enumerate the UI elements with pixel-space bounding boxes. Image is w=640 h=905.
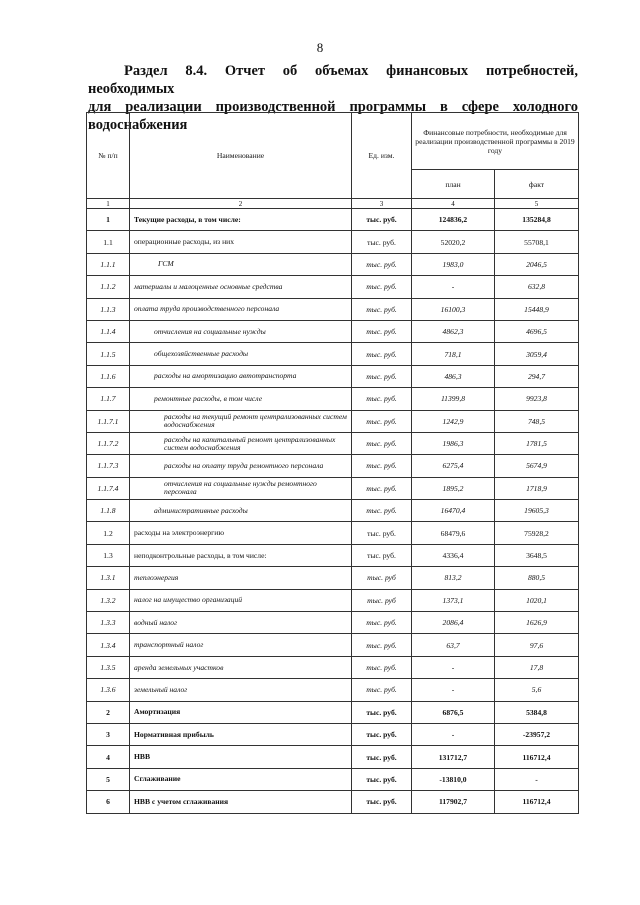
- section-title-line-3: водоснабжения: [88, 117, 188, 133]
- table-row: [87, 477, 579, 499]
- row-number: 1.1.6: [87, 365, 130, 387]
- row-name: НВВ: [130, 746, 352, 768]
- row-name: отчисления на социальные нужды: [130, 320, 352, 342]
- table-row: [87, 432, 579, 454]
- row-number: 1.1.8: [87, 500, 130, 522]
- table-row: [87, 276, 579, 298]
- row-name: общехозяйственные расходы: [130, 343, 352, 365]
- table-row: [87, 791, 579, 813]
- row-unit: тыс. руб.: [352, 544, 412, 566]
- row-number: 1.3.6: [87, 679, 130, 701]
- row-plan: -: [412, 656, 495, 678]
- row-fact: 4696,5: [495, 320, 579, 342]
- row-plan: 718,1: [412, 343, 495, 365]
- row-name: водный налог: [130, 612, 352, 634]
- row-fact: 2046,5: [495, 253, 579, 275]
- row-unit: тыс. руб.: [352, 746, 412, 768]
- row-unit: тыс. руб.: [352, 432, 412, 454]
- row-unit: тыс. руб.: [352, 768, 412, 790]
- row-plan: 63,7: [412, 634, 495, 656]
- row-name: расходы на текущий ремонт централизованных систем водоснабжения: [130, 410, 352, 432]
- row-unit: тыс. руб.: [352, 791, 412, 813]
- row-unit: тыс. руб.: [352, 410, 412, 432]
- row-name: отчисления на социальные нужды ремонтного персонала: [130, 477, 352, 499]
- row-fact: 135284,8: [495, 209, 579, 231]
- row-number: 1.1.2: [87, 276, 130, 298]
- row-name: теплоэнергия: [130, 567, 352, 589]
- row-number: 1.1: [87, 231, 130, 253]
- table-row: [87, 522, 579, 544]
- row-unit: тыс. руб.: [352, 522, 412, 544]
- row-name: налог на имущество организаций: [130, 589, 352, 611]
- row-number: 4: [87, 746, 130, 768]
- header-plan: план: [412, 170, 495, 199]
- header-fact: факт: [495, 170, 579, 199]
- table-row: [87, 388, 579, 410]
- row-number: 1.2: [87, 522, 130, 544]
- row-fact: 55708,1: [495, 231, 579, 253]
- table-row: [87, 701, 579, 723]
- row-unit: тыс. руб.: [352, 612, 412, 634]
- row-number: 1.3.2: [87, 589, 130, 611]
- table-row: [87, 455, 579, 477]
- row-unit: тыс. руб.: [352, 656, 412, 678]
- row-fact: 75928,2: [495, 522, 579, 544]
- row-unit: тыс. руб.: [352, 276, 412, 298]
- row-fact: 3648,5: [495, 544, 579, 566]
- row-plan: 2086,4: [412, 612, 495, 634]
- row-fact: 5674,9: [495, 455, 579, 477]
- row-unit: тыс. руб.: [352, 231, 412, 253]
- row-plan: 124836,2: [412, 209, 495, 231]
- row-unit: тыс. руб.: [352, 477, 412, 499]
- row-fact: 294,7: [495, 365, 579, 387]
- row-number: 1: [87, 209, 130, 231]
- row-plan: 68479,6: [412, 522, 495, 544]
- col-index: 4: [412, 199, 495, 209]
- row-name: Текущие расходы, в том числе:: [130, 209, 352, 231]
- col-index: 3: [352, 199, 412, 209]
- row-fact: 5,6: [495, 679, 579, 701]
- row-plan: 1986,3: [412, 432, 495, 454]
- col-index: 5: [495, 199, 579, 209]
- row-number: 1.3.4: [87, 634, 130, 656]
- row-fact: -: [495, 768, 579, 790]
- row-fact: 3059,4: [495, 343, 579, 365]
- row-unit: тыс. руб.: [352, 388, 412, 410]
- row-number: 3: [87, 723, 130, 745]
- table-row: [87, 544, 579, 566]
- row-fact: 15448,9: [495, 298, 579, 320]
- row-name: оплата труда производственного персонала: [130, 298, 352, 320]
- row-plan: 1373,1: [412, 589, 495, 611]
- row-fact: 97,6: [495, 634, 579, 656]
- row-fact: 17,8: [495, 656, 579, 678]
- row-name: Сглаживание: [130, 768, 352, 790]
- header-num: № п/п: [87, 113, 130, 199]
- row-plan: 1895,2: [412, 477, 495, 499]
- row-name: материалы и малоценные основные средства: [130, 276, 352, 298]
- row-unit: тыс. руб.: [352, 253, 412, 275]
- row-unit: тыс. руб.: [352, 500, 412, 522]
- table-row: [87, 209, 579, 231]
- row-name: транспортный налог: [130, 634, 352, 656]
- row-number: 1.3.1: [87, 567, 130, 589]
- row-unit: тыс. руб.: [352, 343, 412, 365]
- row-name: расходы на оплату труда ремонтного персонала: [130, 455, 352, 477]
- table-row: [87, 567, 579, 589]
- row-name: расходы на капитальный ремонт централизованных систем водоснабжения: [130, 432, 352, 454]
- row-plan: 117902,7: [412, 791, 495, 813]
- header-unit: Ед. изм.: [352, 113, 412, 199]
- row-name: аренда земельных участков: [130, 656, 352, 678]
- row-name: Нормативная прибыль: [130, 723, 352, 745]
- row-plan: 6275,4: [412, 455, 495, 477]
- row-number: 1.3: [87, 544, 130, 566]
- col-index: 2: [130, 199, 352, 209]
- row-fact: 116712,4: [495, 791, 579, 813]
- row-name: неподконтрольные расходы, в том числе:: [130, 544, 352, 566]
- row-name: ГСМ: [130, 253, 352, 275]
- row-plan: -: [412, 679, 495, 701]
- row-plan: 131712,7: [412, 746, 495, 768]
- row-fact: 748,5: [495, 410, 579, 432]
- row-number: 1.1.7.2: [87, 432, 130, 454]
- row-unit: тыс. руб.: [352, 298, 412, 320]
- row-number: 1.1.7: [87, 388, 130, 410]
- table-row: [87, 723, 579, 745]
- table-row: [87, 320, 579, 342]
- row-number: 1.3.5: [87, 656, 130, 678]
- row-name: расходы на электроэнергию: [130, 522, 352, 544]
- row-unit: тыс. руб.: [352, 634, 412, 656]
- row-name: Амортизация: [130, 701, 352, 723]
- row-unit: тыс. руб.: [352, 365, 412, 387]
- row-name: расходы на амортизацию автотранспорта: [130, 365, 352, 387]
- row-number: 1.1.3: [87, 298, 130, 320]
- table-row: [87, 500, 579, 522]
- row-name: операционные расходы, из них: [130, 231, 352, 253]
- row-fact: 5384,8: [495, 701, 579, 723]
- section-title-line-1: Раздел 8.4. Отчет об объемах финансовых потребностей, необходимых: [88, 63, 578, 97]
- row-fact: 1781,5: [495, 432, 579, 454]
- row-fact: -23957,2: [495, 723, 579, 745]
- row-number: 6: [87, 791, 130, 813]
- row-fact: 880,5: [495, 567, 579, 589]
- table-row: [87, 253, 579, 275]
- row-plan: 16100,3: [412, 298, 495, 320]
- row-plan: -13810,0: [412, 768, 495, 790]
- table-row: [87, 410, 579, 432]
- row-number: 1.1.1: [87, 253, 130, 275]
- financial-needs-table: [86, 112, 579, 814]
- table-row: [87, 298, 579, 320]
- row-plan: -: [412, 276, 495, 298]
- row-fact: 116712,4: [495, 746, 579, 768]
- row-unit: тыс. руб.: [352, 723, 412, 745]
- row-fact: 1020,1: [495, 589, 579, 611]
- row-unit: тыс. руб: [352, 567, 412, 589]
- row-plan: 486,3: [412, 365, 495, 387]
- row-number: 2: [87, 701, 130, 723]
- table-row: [87, 231, 579, 253]
- row-plan: 4336,4: [412, 544, 495, 566]
- row-fact: 1718,9: [495, 477, 579, 499]
- table-row: [87, 343, 579, 365]
- table-row: [87, 634, 579, 656]
- row-plan: 52020,2: [412, 231, 495, 253]
- row-fact: 1626,9: [495, 612, 579, 634]
- row-number: 1.1.7.4: [87, 477, 130, 499]
- row-plan: 1983,0: [412, 253, 495, 275]
- table-row: [87, 612, 579, 634]
- row-plan: 16470,4: [412, 500, 495, 522]
- header-name: Наименование: [130, 113, 352, 199]
- table-row: [87, 589, 579, 611]
- row-plan: 4862,3: [412, 320, 495, 342]
- row-name: НВВ с учетом сглаживания: [130, 791, 352, 813]
- row-fact: 9923,8: [495, 388, 579, 410]
- row-number: 1.1.5: [87, 343, 130, 365]
- table-row: [87, 365, 579, 387]
- col-index: 1: [87, 199, 130, 209]
- row-plan: -: [412, 723, 495, 745]
- row-unit: тыс. руб.: [352, 679, 412, 701]
- table-row: [87, 746, 579, 768]
- row-unit: тыс. руб.: [352, 209, 412, 231]
- row-plan: 813,2: [412, 567, 495, 589]
- section-title-line-2: для реализации производственной программы в сфере холодного: [88, 99, 578, 115]
- row-unit: тыс. руб: [352, 589, 412, 611]
- table-row: [87, 768, 579, 790]
- row-number: 1.1.7.1: [87, 410, 130, 432]
- table-row: [87, 679, 579, 701]
- row-name: административные расходы: [130, 500, 352, 522]
- row-fact: 632,8: [495, 276, 579, 298]
- row-number: 1.1.4: [87, 320, 130, 342]
- row-unit: тыс. руб.: [352, 320, 412, 342]
- table-row: [87, 656, 579, 678]
- row-unit: тыс. руб.: [352, 455, 412, 477]
- row-name: земельный налог: [130, 679, 352, 701]
- row-number: 1.1.7.3: [87, 455, 130, 477]
- row-number: 5: [87, 768, 130, 790]
- header-finance: Финансовые потребности, необходимые для реализации производственной программы в 2019 году: [412, 113, 579, 170]
- row-name: ремонтные расходы, в том числе: [130, 388, 352, 410]
- row-plan: 11399,8: [412, 388, 495, 410]
- page-number: 8: [316, 40, 324, 55]
- row-fact: 19605,3: [495, 500, 579, 522]
- row-plan: 1242,9: [412, 410, 495, 432]
- row-plan: 6876,5: [412, 701, 495, 723]
- row-unit: тыс. руб.: [352, 701, 412, 723]
- row-number: 1.3.3: [87, 612, 130, 634]
